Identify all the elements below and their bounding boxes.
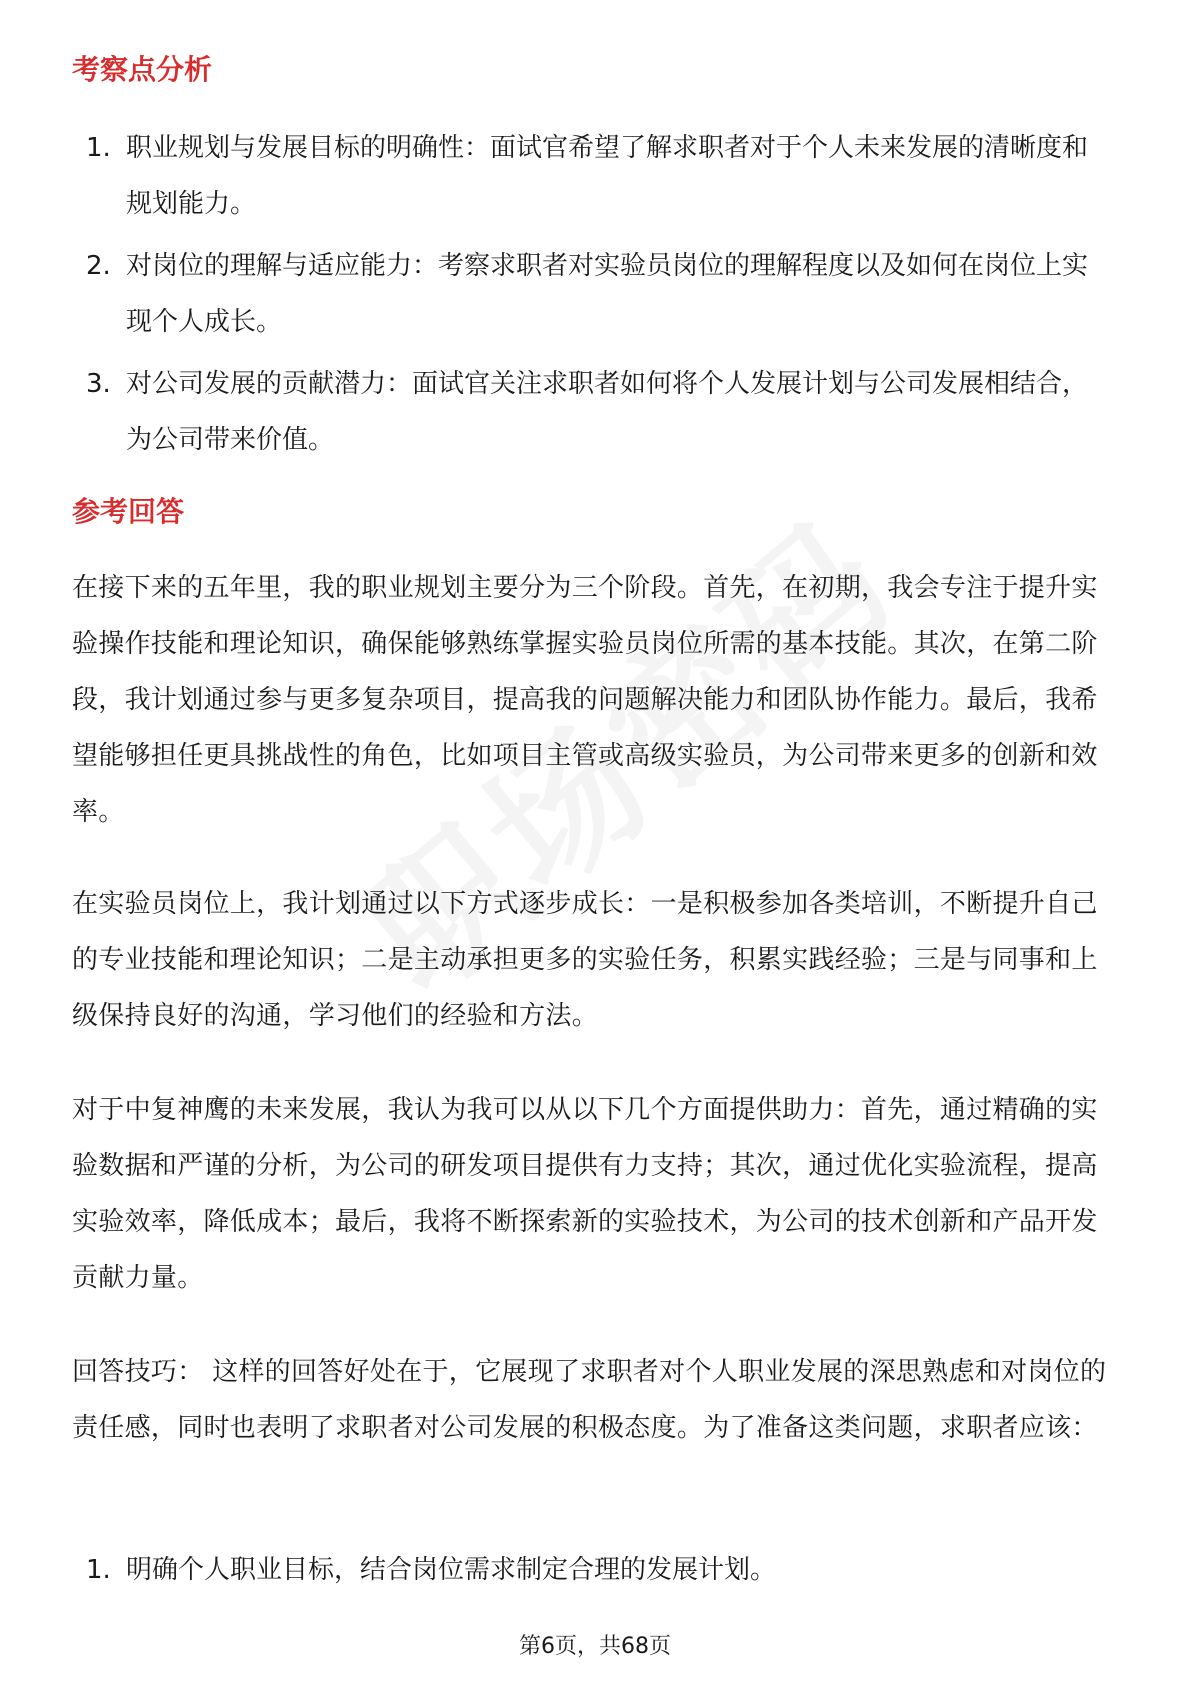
list-item-number: 3. [86,369,111,399]
list-item-text: 对岗位的理解与适应能力：考察求职者对实验员岗位的理解程度以及如何在岗位上实现个人成长。 [126,251,1089,337]
list-item-text: 职业规划与发展目标的明确性：面试官希望了解求职者对于个人未来发展的清晰度和规划能力。 [126,133,1089,219]
list-item [72,1542,1112,1598]
answer-paragraph: 在接下来的五年里，我的职业规划主要分为三个阶段。首先，在初期，我会专注于提升实验操作技能和理论知识，确保能够熟练掌握实验员岗位所需的基本技能。其次，在第二阶段，我计划通过参与更多复杂项目，提高我的问题解决能力和团队协作能力。最后，我希望能够担任更具挑战性的角色，比如项目主管或高级实验员，为公司带来更多的创新和效率。 [72,573,1098,827]
list-item [72,238,1112,350]
list-item-number: 1. [86,133,111,163]
list-item-number: 1. [86,1555,111,1585]
list-item [72,120,1112,232]
section-title-analysis: 考察点分析 [72,53,213,86]
list-item-number: 2. [86,251,111,281]
list-item [72,356,1112,468]
list-item-text: 对公司发展的贡献潜力：面试官关注求职者如何将个人发展计划与公司发展相结合，为公司带来价值。 [126,369,1089,455]
answer-paragraph: 在实验员岗位上，我计划通过以下方式逐步成长：一是积极参加各类培训，不断提升自己的专业技能和理论知识；二是主动承担更多的实验任务，积累实践经验；三是与同事和上级保持良好的沟通，学习他们的经验和方法。 [72,889,1098,1031]
answer-tips-paragraph: 回答技巧： 这样的回答好处在于，它展现了求职者对个人职业发展的深思熟虑和对岗位的责任感，同时也表明了求职者对公司发展的积极态度。为了准备这类问题，求职者应该： [72,1357,1107,1443]
tips-list [72,1542,1112,1604]
section-title-answer: 参考回答 [72,495,185,528]
list-item-text: 明确个人职业目标，结合岗位需求制定合理的发展计划。 [126,1555,777,1585]
answer-paragraph: 对于中复神鹰的未来发展，我认为我可以从以下几个方面提供助力：首先，通过精确的实验数据和严谨的分析，为公司的研发项目提供有力支持；其次，通过优化实验流程，提高实验效率，降低成本；最后，我将不断探索新的实验技术，为公司的技术创新和产品开发贡献力量。 [72,1095,1098,1293]
analysis-list [72,120,1112,474]
page-footer: 第6页，共68页 [519,1634,671,1659]
